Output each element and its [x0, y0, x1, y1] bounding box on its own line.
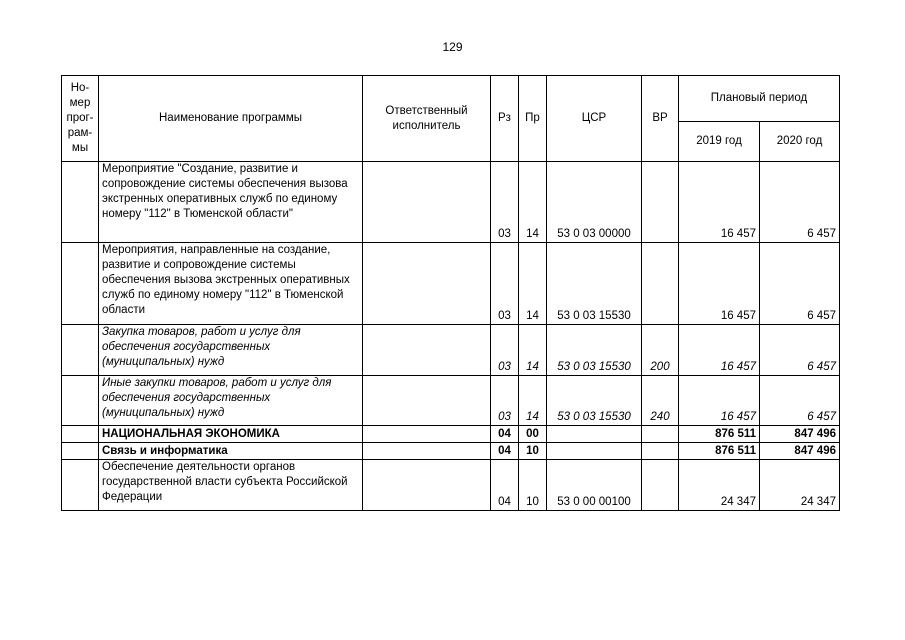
header-pr: Пр — [519, 76, 547, 162]
row-num — [62, 243, 99, 325]
row-2019: 16 457 — [679, 376, 760, 426]
row-2020: 6 457 — [760, 162, 840, 243]
table-row — [62, 162, 840, 243]
row-2020: 6 457 — [760, 376, 840, 426]
row-2019: 16 457 — [679, 162, 760, 243]
header-2020: 2020 год — [760, 122, 840, 162]
row-2020: 847 496 — [760, 426, 840, 443]
row-rz: 04 — [491, 460, 519, 511]
row-name: Закупка товаров, работ и услуг для обеспечения государственных (муниципальных) нужд — [99, 325, 363, 376]
header-rz: Рз — [491, 76, 519, 162]
row-pr: 10 — [519, 443, 547, 460]
row-name: Связь и информатика — [99, 443, 363, 460]
page-number: 129 — [442, 40, 463, 54]
row-rz: 04 — [491, 443, 519, 460]
header-2019: 2019 год — [679, 122, 760, 162]
row-name: Мероприятие "Создание, развитие и сопровождение системы обеспечения вызова экстренных оперативных служб по единому номеру "112" в Тюменской области" — [99, 162, 363, 243]
row-num — [62, 162, 99, 243]
row-pr: 14 — [519, 376, 547, 426]
row-2019: 16 457 — [679, 243, 760, 325]
row-2020: 6 457 — [760, 243, 840, 325]
table-row — [62, 376, 840, 426]
row-exec — [363, 426, 491, 443]
row-2019: 876 511 — [679, 443, 760, 460]
row-rz: 03 — [491, 162, 519, 243]
row-vr — [642, 243, 679, 325]
row-vr: 240 — [642, 376, 679, 426]
row-rz: 03 — [491, 376, 519, 426]
row-exec — [363, 376, 491, 426]
row-vr: 200 — [642, 325, 679, 376]
row-exec — [363, 460, 491, 511]
row-num — [62, 443, 99, 460]
row-name: Обеспечение деятельности органов государственной власти субъекта Российской Федерации — [99, 460, 363, 511]
row-exec — [363, 325, 491, 376]
table-row — [62, 443, 840, 460]
row-vr — [642, 460, 679, 511]
row-pr: 14 — [519, 325, 547, 376]
row-rz: 04 — [491, 426, 519, 443]
row-rz: 03 — [491, 325, 519, 376]
row-csr: 53 0 03 15530 — [547, 376, 642, 426]
table-row — [62, 325, 840, 376]
row-num — [62, 325, 99, 376]
table-row — [62, 243, 840, 325]
row-num — [62, 376, 99, 426]
budget-table — [61, 75, 840, 511]
row-pr: 00 — [519, 426, 547, 443]
row-2020: 847 496 — [760, 443, 840, 460]
row-num — [62, 460, 99, 511]
row-csr — [547, 443, 642, 460]
row-csr: 53 0 00 00100 — [547, 460, 642, 511]
row-csr: 53 0 03 15530 — [547, 325, 642, 376]
header-name: Наименование программы — [99, 76, 363, 162]
row-csr: 53 0 03 15530 — [547, 243, 642, 325]
row-2019: 16 457 — [679, 325, 760, 376]
table-row — [62, 460, 840, 511]
row-vr — [642, 426, 679, 443]
row-2019: 876 511 — [679, 426, 760, 443]
row-2020: 6 457 — [760, 325, 840, 376]
header-exec: Ответственный исполнитель — [363, 76, 491, 162]
header-csr: ЦСР — [547, 76, 642, 162]
header-num: Но-мер прог-рам-мы — [62, 76, 99, 162]
row-rz: 03 — [491, 243, 519, 325]
row-2019: 24 347 — [679, 460, 760, 511]
row-pr: 10 — [519, 460, 547, 511]
row-vr — [642, 443, 679, 460]
row-pr: 14 — [519, 162, 547, 243]
header-plan: Плановый период — [679, 76, 840, 122]
table-row — [62, 426, 840, 443]
row-exec — [363, 443, 491, 460]
row-2020: 24 347 — [760, 460, 840, 511]
row-name: Мероприятия, направленные на создание, развитие и сопровождение системы обеспечения вызова экстренных оперативных служб по единому номеру "112" в Тюменской области — [99, 243, 363, 325]
row-name: Иные закупки товаров, работ и услуг для обеспечения государственных (муниципальных) нужд — [99, 376, 363, 426]
row-num — [62, 426, 99, 443]
row-pr: 14 — [519, 243, 547, 325]
row-csr: 53 0 03 00000 — [547, 162, 642, 243]
row-csr — [547, 426, 642, 443]
row-exec — [363, 162, 491, 243]
row-vr — [642, 162, 679, 243]
row-name: НАЦИОНАЛЬНАЯ ЭКОНОМИКА — [99, 426, 363, 443]
header-vr: ВР — [642, 76, 679, 162]
row-exec — [363, 243, 491, 325]
